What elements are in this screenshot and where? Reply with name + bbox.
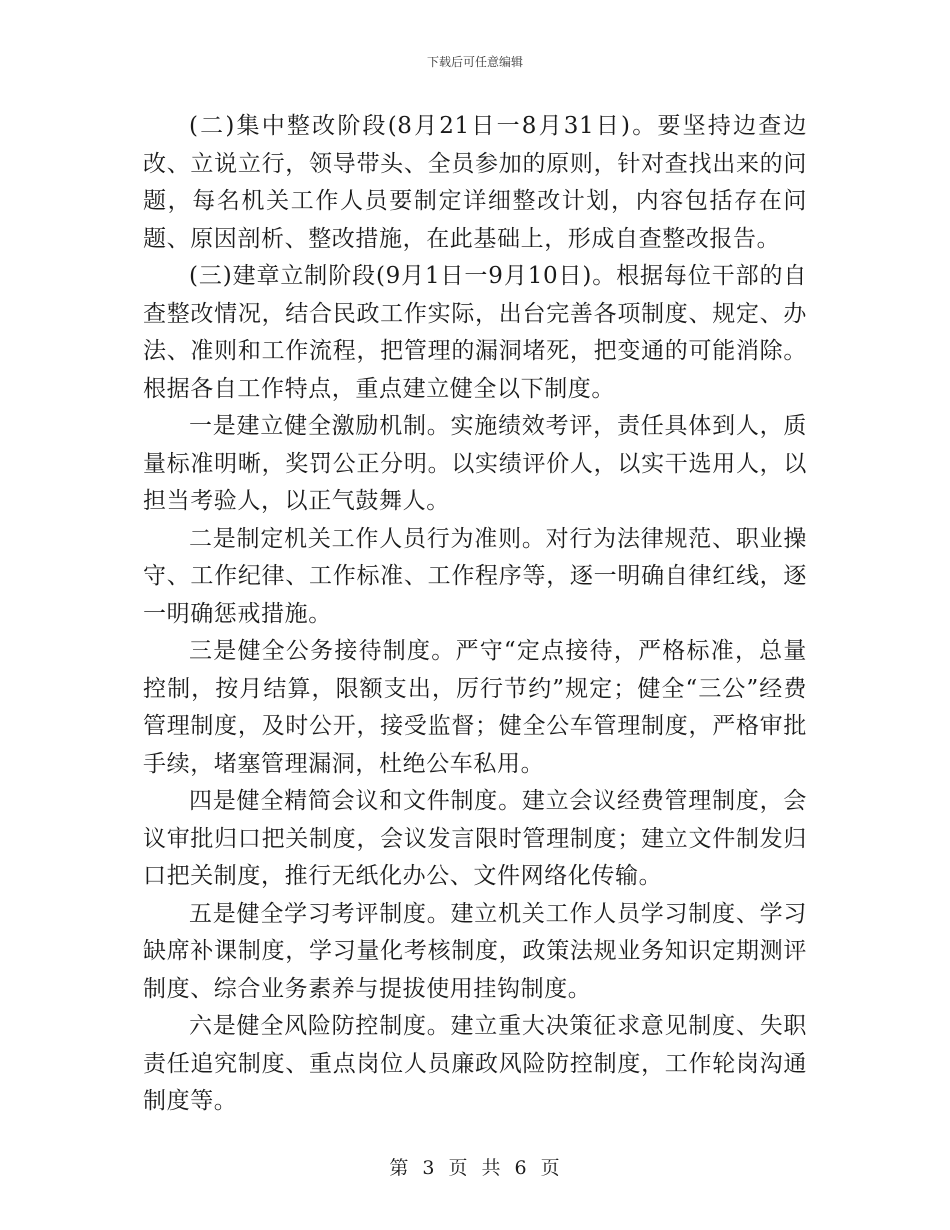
paragraph-item-6: 六是健全风险防控制度。建立重大决策征求意见制度、失职责任追究制度、重点岗位人员廉政风险防控制度，工作轮岗沟通制度等。 bbox=[143, 1013, 807, 1114]
paragraph-item-1: 一是建立健全激励机制。实施绩效考评，责任具体到人，质量标准明晰，奖罚公正分明。以实绩评价人，以实干选用人，以担当考验人，以正气鼓舞人。 bbox=[143, 413, 807, 514]
paragraph-stage-3: (三)建章立制阶段(9月1日一9月10日)。根据每位干部的自查整改情况，结合民政工作实际，出台完善各项制度、规定、办法、准则和工作流程，把管理的漏洞堵死，把变通的可能消除。根据各自工作特点，重点建立健全以下制度。 bbox=[143, 263, 807, 402]
paragraph-stage-2: (二)集中整改阶段(8月21日一8月31日)。要坚持边查边改、立说立行，领导带头、全员参加的原则，针对查找出来的问题，每名机关工作人员要制定详细整改计划，内容包括存在问题、原因剖析、整改措施，在此基础上，形成自查整改报告。 bbox=[143, 113, 807, 252]
page-number: 第 3 页 共 6 页 bbox=[389, 1157, 561, 1179]
paragraph-item-3: 三是健全公务接待制度。严守“定点接待，严格标准，总量控制，按月结算，限额支出，厉行节约”规定；健全“三公”经费管理制度，及时公开，接受监督；健全公车管理制度，严格审批手续，堵塞管理漏洞，杜绝公车私用。 bbox=[143, 638, 807, 777]
page-header-note: 下载后可任意编辑 bbox=[426, 55, 523, 69]
document-body bbox=[143, 108, 807, 1121]
paragraph-item-2: 二是制定机关工作人员行为准则。对行为法律规范、职业操守、工作纪律、工作标准、工作程序等，逐一明确自律红线，逐一明确惩戒措施。 bbox=[143, 525, 807, 627]
paragraph-item-5: 五是健全学习考评制度。建立机关工作人员学习制度、学习缺席补课制度，学习量化考核制度，政策法规业务知识定期测评制度、综合业务素养与提拔使用挂钩制度。 bbox=[143, 900, 807, 1002]
paragraph-item-4: 四是健全精简会议和文件制度。建立会议经费管理制度，会议审批归口把关制度，会议发言限时管理制度；建立文件制发归口把关制度，推行无纸化办公、文件网络化传输。 bbox=[143, 788, 807, 889]
